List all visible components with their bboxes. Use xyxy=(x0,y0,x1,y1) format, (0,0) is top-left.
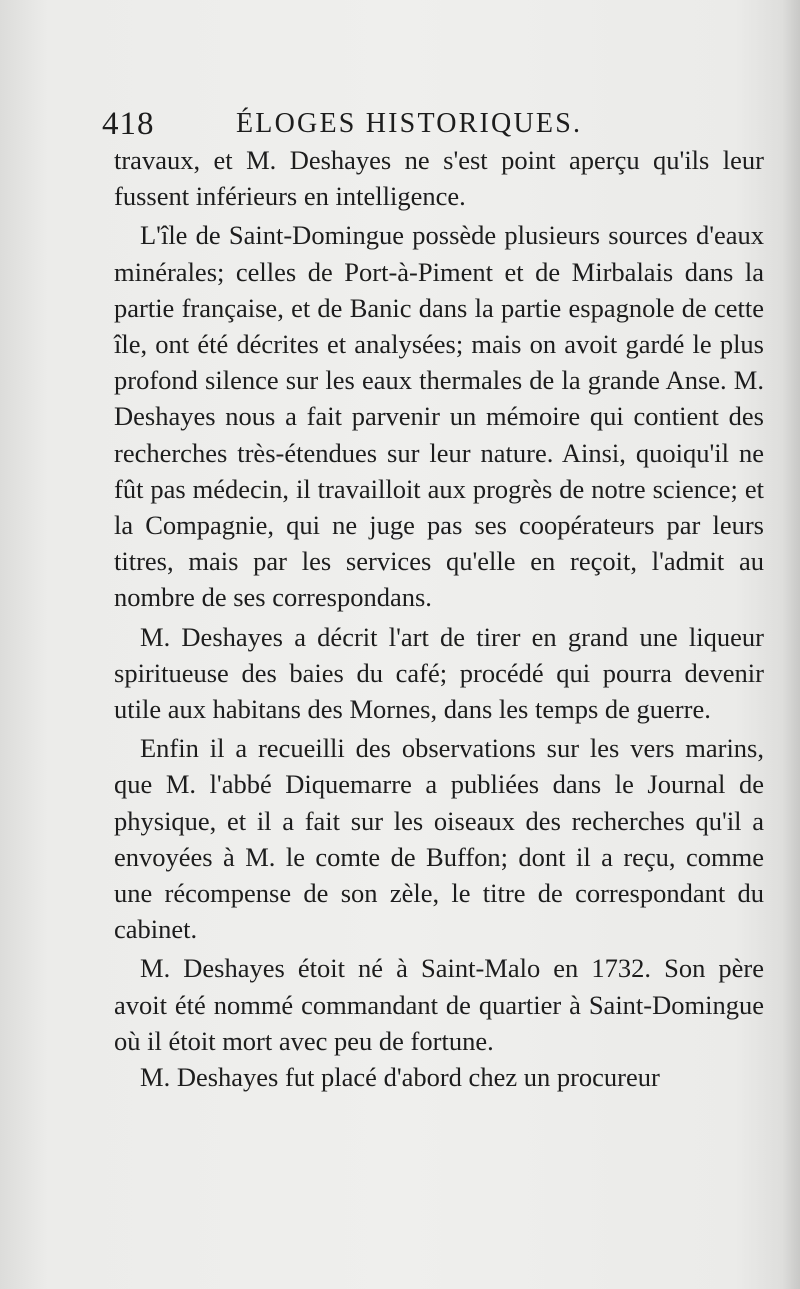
paragraph-procureur: M. Deshayes fut placé d'abord chez un procureur xyxy=(140,1062,660,1093)
paragraph-continuation: travaux, et M. Deshayes ne s'est point aperçu qu'ils leur fussent inférieurs en intelligence. xyxy=(114,145,764,212)
page-header xyxy=(102,104,662,144)
running-title: ÉLOGES HISTORIQUES. xyxy=(236,108,583,139)
body-text xyxy=(114,142,764,1095)
paragraph-mineral-waters: L'île de Saint-Domingue possède plusieurs sources d'eaux minérales; celles de Port-à-Piment et de Mirbalais dans la partie française, et de Banic dans la partie espagnole de cette île, ont été décrites et analysées; mais on avoit gardé le plus profond silence sur les eaux thermales de la grande Anse. M. Deshayes nous a fait parvenir un mémoire qui contient des recherches très-étendues sur leur nature. Ainsi, quoiqu'il ne fût pas médecin, il travailloit aux progrès de notre science; et la Compagnie, qui ne juge pas ses coopérateurs par leurs titres, mais par les services qu'elle en reçoit, l'admit au nombre de ses correspondans. xyxy=(114,220,764,613)
paragraph-birth: M. Deshayes étoit né à Saint-Malo en 1732. Son père avoit été nommé commandant de quartier à Saint-Domingue où il étoit mort avec peu de fortune. xyxy=(114,953,764,1056)
page-edge-shadow xyxy=(782,0,800,1289)
page-number: 418 xyxy=(102,106,155,142)
paragraph-coffee-liqueur: M. Deshayes a décrit l'art de tirer en grand une liqueur spiritueuse des baies du café; procédé qui pourra devenir utile aux habitans des Mornes, dans les temps de guerre. xyxy=(114,621,764,725)
paragraph-observations: Enfin il a recueilli des observations sur les vers marins, que M. l'abbé Diquemarre a publiées dans le Journal de physique, et il a fait sur les oiseaux des recherches qu'il a envoyées à M. le comte de Buffon; dont il a reçu, comme une récompense de son zèle, le titre de correspondant du cabinet. xyxy=(114,733,764,945)
